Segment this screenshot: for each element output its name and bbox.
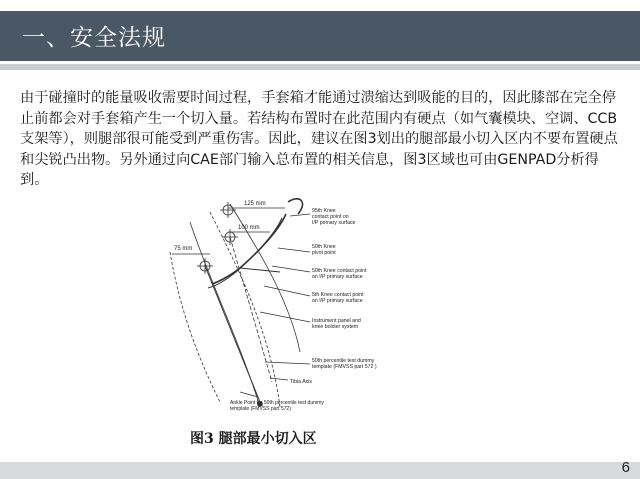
ip-top-curve — [288, 199, 303, 214]
label-50th-pivot: 50th Knee — [312, 244, 336, 250]
label-95th-knee: 95th Knee — [312, 208, 336, 214]
svg-text:on I/P primary surface: on I/P primary surface — [312, 298, 363, 304]
svg-text:template (FMVSS part 572 ): template (FMVSS part 572 ) — [312, 364, 377, 370]
label-tibia-axis: Tibia Axis — [290, 379, 313, 385]
dim-label-75: 75 mm — [174, 246, 193, 252]
label-ankle-point: Ankle Point for 50th percentile test dummy — [230, 400, 324, 406]
slide-title: 一、安全法规 — [22, 25, 166, 51]
title-underline — [0, 64, 640, 70]
knee-intrusion-figure — [160, 192, 410, 418]
label-instrument-panel: Instrument panel and — [312, 318, 361, 324]
label-50th-dummy: 50th percentile test dummy — [312, 358, 375, 364]
knee-diagram — [160, 192, 410, 418]
figure-caption: 图3 腿部最小切入区 — [190, 431, 317, 447]
title-bar — [0, 11, 640, 61]
label-5th-contact: 5th Knee contact point — [312, 292, 364, 298]
svg-text:pivot point: pivot point — [312, 250, 336, 256]
svg-text:knee bolster system: knee bolster system — [312, 324, 359, 330]
dim-label-125: 125 mm — [244, 201, 266, 207]
footer-bar — [0, 462, 640, 479]
svg-text:contact point on: contact point on — [312, 214, 349, 220]
label-50th-contact: 50th Knee contact point — [312, 268, 367, 274]
dim-label-100: 100 mm — [238, 225, 260, 231]
page-number: 6 — [621, 459, 630, 476]
svg-text:on I/P primary surface: on I/P primary surface — [312, 274, 363, 280]
svg-text:template (FMVSS part 572): template (FMVSS part 572) — [230, 406, 291, 412]
svg-text:I/P primary surface: I/P primary surface — [312, 220, 356, 226]
body-paragraph: 由于碰撞时的能量吸收需要时间过程，手套箱才能通过溃缩达到吸能的目的，因此膝部在完全停止前都会对手套箱产生一个切入量。若结构布置时在此范围内有硬点（如气囊模块、空调、CCB支架等），则腿部很可能受到严重伤害。因此，建议在图3划出的腿部最小切入区内不要布置硬点和尖锐凸出物。另外通过向CAE部门输入总布置的相关信息，图3区域也可由GENPAD分析得到。 — [20, 90, 618, 188]
